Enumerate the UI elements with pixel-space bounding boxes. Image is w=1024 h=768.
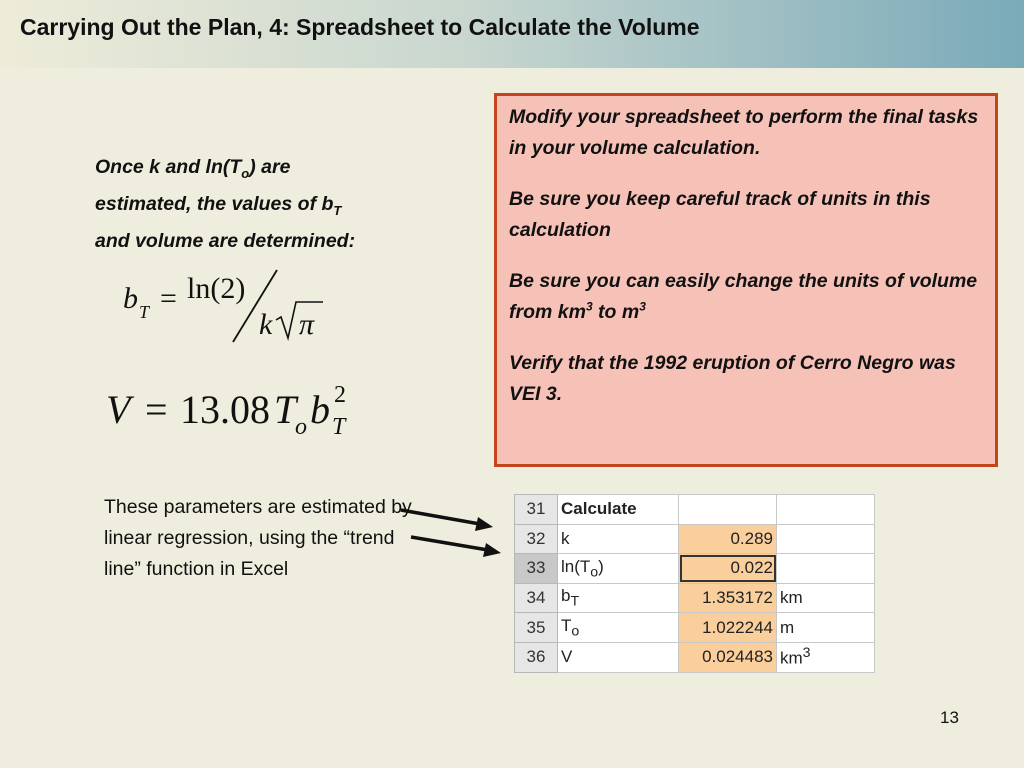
info-paragraph-1: Modify your spreadsheet to perform the final tasks in your volume calculation. (509, 106, 979, 159)
intro-line3: and volume are determined: (95, 229, 356, 252)
formula-v (100, 378, 370, 448)
cell-label[interactable] (558, 583, 679, 613)
cell-unit[interactable] (777, 524, 875, 554)
bt-lhs-var: b (123, 282, 138, 315)
cell-unit[interactable] (777, 642, 875, 672)
row-header[interactable]: 33 (515, 554, 558, 584)
bt-numerator: ln(2) (187, 272, 246, 305)
bt-equals: = (160, 282, 177, 315)
v-coefficient: 13.08 (180, 387, 270, 432)
table-row (515, 524, 875, 554)
label-text: T (561, 615, 572, 635)
cell-value-selected[interactable]: 0.022 (679, 554, 777, 584)
cell-unit[interactable]: m (777, 613, 875, 643)
unit-sup: 3 (802, 645, 811, 662)
row-header[interactable]: 34 (515, 583, 558, 613)
intro-line1-a: Once k and ln(T (95, 156, 242, 178)
info-box (494, 93, 998, 467)
row-header[interactable]: 31 (515, 495, 558, 525)
label-tail: ) (598, 556, 604, 576)
label-sub: T (570, 593, 580, 610)
intro-line1-b: ) are (249, 156, 291, 178)
v-t-sub: o (295, 414, 307, 440)
info-p3-sup2: 3 (639, 299, 646, 314)
row-header[interactable]: 32 (515, 524, 558, 554)
cell-value[interactable]: 0.024483 (679, 642, 777, 672)
label-text: ln(T (561, 556, 591, 576)
page-number: 13 (940, 708, 959, 727)
empty-cell[interactable] (777, 495, 875, 525)
cell-value[interactable]: 0.289 (679, 524, 777, 554)
table-row (515, 495, 875, 525)
table-row (515, 642, 875, 672)
params-text: These parameters are estimated by linear regression, using the “trend line” function in Excel (104, 496, 412, 580)
unit-text: km (780, 649, 803, 669)
formula-bt (115, 262, 335, 347)
cell-label[interactable] (558, 642, 679, 672)
intro-line2-a: estimated, the values of b (95, 192, 334, 215)
label-sub: o (590, 564, 599, 581)
title-bar (0, 0, 1024, 68)
row-header[interactable]: 36 (515, 642, 558, 672)
info-paragraph-3 (509, 266, 987, 328)
cell-label[interactable] (558, 613, 679, 643)
table-row (515, 613, 875, 643)
cell-unit[interactable] (777, 554, 875, 584)
v-t-var: T (274, 387, 297, 432)
info-p3-sup1: 3 (585, 299, 593, 314)
table-row (515, 554, 875, 584)
cell-value[interactable]: 1.022244 (679, 613, 777, 643)
bt-denom-pi: π (299, 308, 315, 341)
cell-unit[interactable]: km (777, 583, 875, 613)
label-text: k (561, 528, 570, 548)
info-paragraph-4: Verify that the 1992 eruption of Cerro Negro was VEI 3. (509, 352, 956, 405)
label-sub: o (571, 623, 580, 640)
label-text: b (561, 586, 571, 606)
arrow-to-lnto-icon (408, 533, 508, 563)
empty-cell[interactable] (679, 495, 777, 525)
slide-title: Carrying Out the Plan, 4: Spreadsheet to Calculate the Volume (20, 14, 700, 40)
intro-text (95, 152, 455, 256)
cell-label[interactable] (558, 524, 679, 554)
v-b-sub: T (332, 414, 346, 440)
info-p3-a: Be sure you can easily change the units of volume from km (509, 270, 978, 323)
bt-denom-var: k (259, 308, 273, 341)
v-b-exp: 2 (334, 382, 346, 408)
label-text: V (561, 647, 573, 667)
info-p3-b: to m (592, 301, 640, 323)
header-label[interactable]: Calculate (558, 495, 679, 525)
v-lhs: V (106, 387, 131, 432)
bt-lhs-sub: T (139, 302, 150, 322)
spreadsheet-excerpt (514, 494, 875, 673)
intro-line1-sub: o (241, 165, 250, 181)
cell-label[interactable] (558, 554, 679, 584)
row-header[interactable]: 35 (515, 613, 558, 643)
table-row (515, 583, 875, 613)
cell-value[interactable]: 1.353172 (679, 583, 777, 613)
v-b-var: b (310, 387, 330, 432)
info-paragraph-2: Be sure you keep careful track of units in this calculation (509, 188, 931, 241)
arrow-to-k-icon (398, 505, 498, 535)
v-equals: = (145, 387, 168, 432)
intro-line2-sub: T (333, 202, 342, 218)
